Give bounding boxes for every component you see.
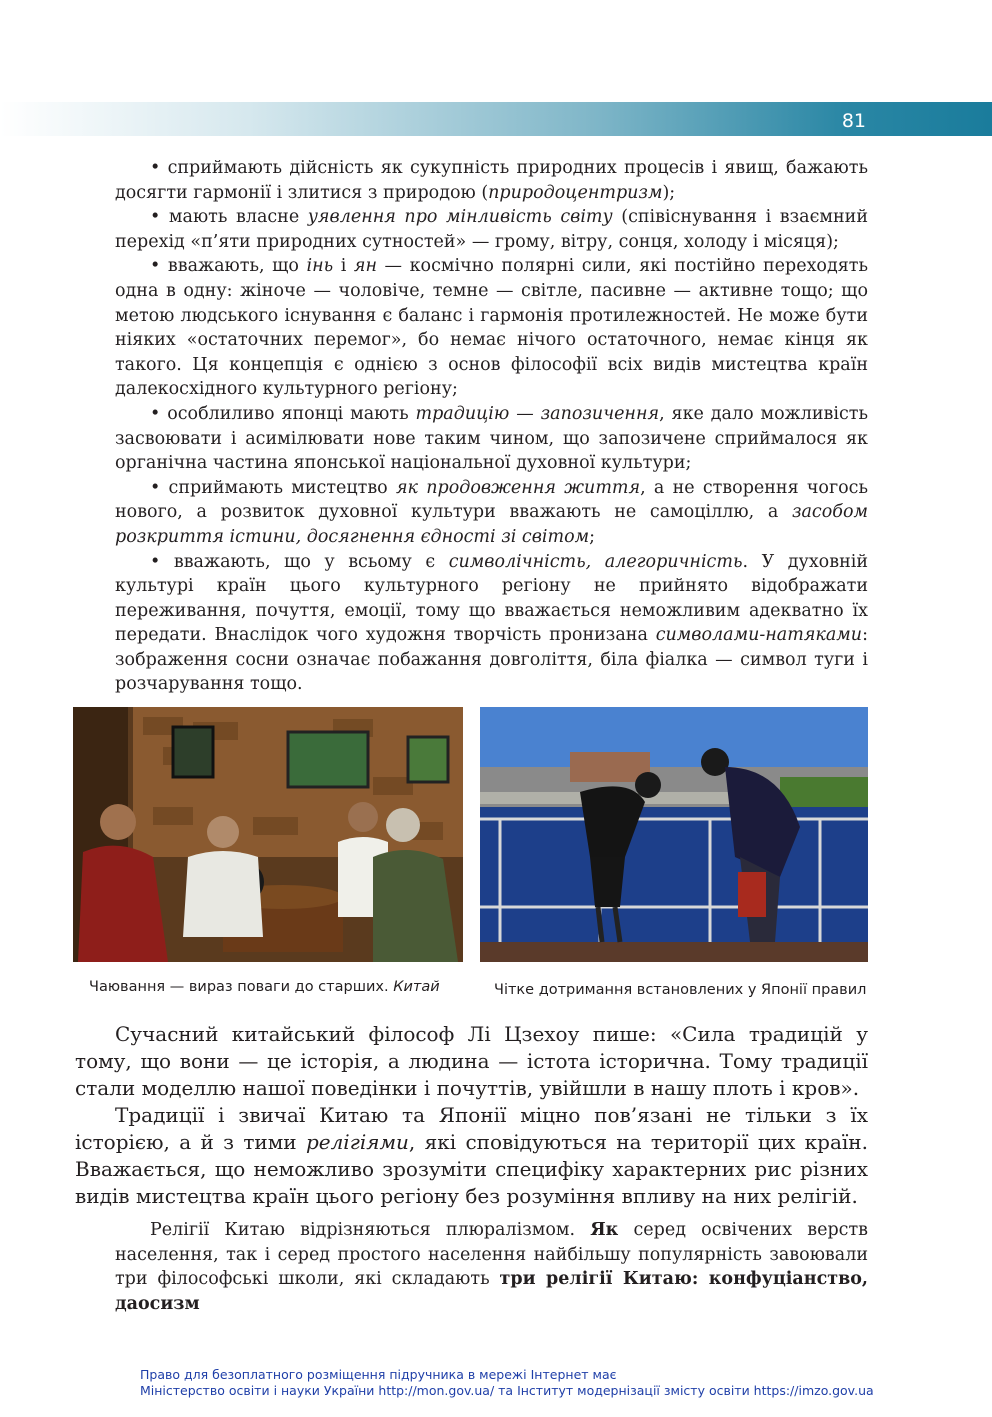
main-text-large <box>75 1021 868 1210</box>
paragraph: Сучасний китайський філософ Лі Цзехоу пише: «Сила традицій у тому, що вони — це історія, а людина — істота історична. Тому традиції стали моделлю нашої поведінки і почуттів, увійшли в нашу плоть і кров». <box>75 1022 868 1100</box>
paragraph: Традиції і звичаї Китаю та Японії міцно пов’язані не тільки з їх історією, а й з тими релігіями, які сповідуються на території цих країн. Вважається, що неможливо зрозуміти специфіку характерних рис різних видів мистецтва країн цього регіону без розуміння впливу на них релігій. <box>75 1103 868 1208</box>
bullet-item: • сприймають мистецтво як продовження життя, а не створення чогось нового, а розвиток духовної культури вважають не самоціллю, а засобом розкриття істини, досягнення єдності зі світом; <box>115 477 868 547</box>
page-number: 81 <box>841 110 866 132</box>
bullet-item: • вважають, що у всьому є символічність, алегоричність. У духовній культурі країн цього культурного регіону не прийнято відображати переживання, почуття, емоції, тому що вважається неможливим адекватно їх передати. Внаслідок чого художня творчість пронизана символами-натяками: зображення сосни означає побажання довголіття, біла фіалка — символ туги і розчарування тощо. <box>115 551 869 695</box>
bullet-item: • мають власне уявлення про мінливість світу (співіснування і взаємний перехід «п’яти природних сутностей» — грому, вітру, сонця, холоду і місяця); <box>115 207 868 252</box>
religions-paragraph <box>115 1218 868 1316</box>
paragraph: Релігії Китаю відрізняються плюралізмом. Як серед освічених верств населення, так і серед простого населення найбільшу популярність завоювали три філософські школи, які складають три релігії Китаю: конфуціанство, даосизм <box>115 1220 869 1314</box>
bullet-item: • сприймають дійсність як сукупність природних процесів і явищ, бажають досягти гармонії і злитися з природою (природоцентризм); <box>115 158 868 203</box>
tea-ceremony-photo <box>73 707 463 962</box>
bowing-photo <box>480 707 868 962</box>
figure-caption-right: Чітке дотримання встановлених у Японії правил <box>494 982 867 998</box>
figure-caption-left: Чаювання — вираз поваги до старших. Китай <box>89 979 440 995</box>
footer-notice: Право для безоплатного розміщення підручника в мережі Інтернет має Міністерство освіти і науки України http://mon.gov.ua/ та Інститут модернізації змісту освіти https://imzo.gov.ua <box>140 1367 874 1398</box>
bullet-item: • особлиливо японці мають традицію — запозичення, яке дало можливість засвоювати і асимілювати нове таким чином, що запозичене сприймалося як органічна частина японської національної духовної культури; <box>115 403 868 474</box>
bullet-item: • вважають, що інь і ян — космічно полярні сили, які постійно переходять одна в одну: жіноче — чоловіче, темне — світле, пасивне — активне тощо; що метою людського існування є баланс і гармонія протилежностей. Не може бути ніяких «остаточних перемог», бо немає нічого остаточного, немає кінця як такого. Ця концепція є однією з основ філософії всіх видів мистецтва країн далекосхідного культурного регіону; <box>115 256 868 400</box>
bullet-list <box>115 156 868 697</box>
